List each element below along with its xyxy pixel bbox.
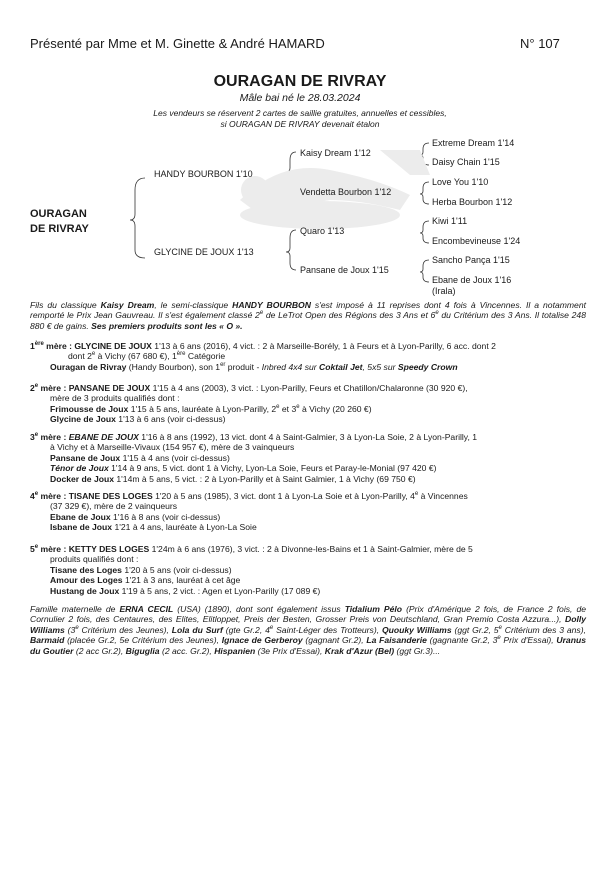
mere-5-name: KETTY DES LOGES (68, 544, 150, 554)
grandparent-3: Quaro 1'13 (300, 226, 345, 236)
mere-5-text: produits qualifiés dont : (50, 554, 139, 565)
product-name: Tisane des Loges (50, 564, 122, 575)
family-horse: Biguglia (125, 645, 160, 656)
family-horse: Dolly Williams (30, 614, 586, 635)
sire: HANDY BOURBON 1'10 (154, 169, 253, 179)
mere-2-text: 1'15 à 4 ans (2003), 3 vict. : Lyon-Parilly, Feurs et Chatillon/Chalaronne (30 920 €), (150, 383, 468, 393)
mere-1-text: à Vichy (67 680 €), 1 (95, 351, 177, 362)
product-name: Isbane de Joux (50, 522, 113, 533)
mere-5-section: 5e mère : KETTY DES LOGES 1'24m à 6 ans (1976), 3 vict. : 2 à Divonne-les-Bains et 1 à Saint-Galmier, mère de 5 produits qualifiés dont : Tisane des Loges 1'20 à 5 ans (voir ci-dessus) Amour des Loges 1'21 à 3 ans, lauréat à cet âge Hustang de Joux 1'19 à 5 ans, 2 vict. : Agen et Lyon-Parilly (17 089 €) (30, 544, 586, 596)
mere-3-text: à Vichy et à Marseille-Vivaux (154 957 €), mère de 3 vainqueurs (50, 442, 295, 453)
product-name: Ebane de Joux (50, 511, 111, 522)
family-horse: Krak d'Azur (Bel) (324, 645, 395, 656)
mere-1-name: GLYCINE DE JOUX (74, 341, 152, 351)
dam: GLYCINE DE JOUX 1'13 (154, 247, 254, 257)
great-grandparent-7: Sancho Pança 1'15 (432, 255, 510, 265)
family-horse: Lola du Surf (171, 624, 223, 635)
page-title: OURAGAN DE RIVRAY (213, 73, 387, 90)
intro-sire-of-sire: Kaisy Dream (100, 300, 155, 310)
intro-text: Fils du classique (30, 300, 101, 310)
great-grandparent-2: Daisy Chain 1'15 (432, 157, 500, 167)
intro-first-products: Ses premiers produits sont les « O ». (91, 320, 243, 331)
inbred-text: Inbred 4x4 sur (261, 361, 320, 372)
great-grandparent-1: Extreme Dream 1'14 (432, 138, 515, 148)
inbred-text: , 5x5 sur (362, 361, 398, 372)
mere-2-name: PANSANE DE JOUX (68, 383, 151, 393)
mere-3-name: EBANE DE JOUX (68, 432, 139, 442)
mere-4-text: 1'20 à 5 ans (1985), 3 vict. dont 1 à Lyon-La Soie et à Lyon-Parilly, 4 (152, 491, 415, 501)
mere-2-label: 2e mère : (30, 383, 69, 393)
horse-name-line1: OURAGAN (30, 208, 87, 220)
product-name: Pansane de Joux (50, 452, 121, 463)
family-horse: Hispanien (214, 645, 256, 656)
presenter-text: Présenté par Mme et M. Ginette & André HAMARD (30, 36, 325, 51)
inbred-horse: Speedy Crown (397, 361, 458, 372)
mere-4-section: 4e mère : TISANE DES LOGES 1'20 à 5 ans (1985), 3 vict. dont 1 à Lyon-La Soie et à Lyon-Parilly, 4e à Vincennes (37 329 €), mère de 2 vainqueurs Ebane de Joux 1'16 à 8 ans (voir ci-dessus) Isbane de Joux 1'21 à 4 ans, lauréate à Lyon-La Soie (30, 491, 586, 533)
intro-paragraph (30, 300, 586, 331)
mere-2-text: mère de 3 produits qualifiés dont : (50, 393, 180, 404)
great-grandparent-4: Herba Bourbon 1'12 (432, 197, 513, 207)
inbred-horse: Coktail Jet (319, 361, 363, 372)
mere-3-section: 3e mère : EBANE DE JOUX 1'16 à 8 ans (1992), 13 vict. dont 4 à Saint-Galmier, 3 à Lyon-La Soie, 2 à Lyon-Parilly, 1 à Vichy et à Marseille-Vivaux (154 957 €), mère de 3 vainqueurs Pansane de Joux 1'15 à 4 ans (voir ci-dessus) Ténor de Joux 1'14 à 9 ans, 5 vict. dont 1 à Vichy, Lyon-La Soie, Feurs et Paray-le-Monial (97 420 €) Docker de Joux 1'14m à 5 ans, 5 vict. : 2 à Lyon-Parilly et à Saint Galmier, 1 à Vichy (69 750 €) (30, 432, 586, 484)
mere-1-text: 1'13 à 6 ans (2016), 4 vict. : 2 à Marseille-Borély, 1 à Feurs et à Lyon-Parilly, 6 acc. dont 2 (151, 341, 496, 351)
mere-4-label: 4e mère : (30, 491, 69, 501)
mere-2-section: 2e mère : PANSANE DE JOUX 1'15 à 4 ans (2003), 3 vict. : Lyon-Parilly, Feurs et Chatillon/Chalaronne (30 920 €), mère de 3 produits qualifiés dont : Frimousse de Joux 1'15 à 5 ans, lauréate à Lyon-Parilly, 2e et 3e à Vichy (20 260 €) Glycine de Joux 1'13 à 6 ans (voir ci-dessus) (30, 383, 586, 425)
intro-text: s'est imposé à 11 reprises dont 4 fois à Vincennes. Il a notamment remporté le Prix Jean Gauvreau. Il s'est également classé 2 (30, 300, 586, 321)
great-grandparent-8: Ebane de Joux 1'16 (432, 275, 512, 285)
mere-5-text: 1'24m à 6 ans (1976), 3 vict. : 2 à Divonne-les-Bains et 1 à Saint-Galmier, mère de 5 (149, 544, 473, 554)
great-grandparent-5: Kiwi 1'11 (432, 216, 468, 226)
intro-text: du Critérium des 3 Ans. Il totalise 248 880 € de gains. (30, 310, 586, 331)
mere-1-label: 1ère mère : (30, 341, 75, 351)
product-name: Docker de Joux (50, 473, 114, 484)
mere-4-text: (37 329 €), mère de 2 vainqueurs (50, 501, 178, 512)
product-name: Frimousse de Joux (50, 403, 129, 414)
page-subtitle: Mâle bai né le 28.03.2024 (239, 92, 361, 104)
intro-text: , le semi-classique (154, 300, 233, 310)
seller-note-line1: Les vendeurs se réservent 2 cartes de saillie gratuites, annuelles et cessibles, (153, 108, 447, 118)
intro-sup: e (259, 310, 264, 317)
family-horse: Uranus du Goutier (30, 635, 586, 656)
family-horse: Ignace de Gerberoy (221, 635, 303, 646)
mere-3-text: 1'16 à 8 ans (1992), 13 vict. dont 4 à Saint-Galmier, 3 à Lyon-La Soie, 2 à Lyon-Parilly, 1 (138, 432, 478, 442)
intro-text: de LeTrot Open des Régions des 3 Ans et 6 (263, 310, 436, 321)
family-horse: Quouky Williams (381, 624, 452, 635)
product-name: Hustang de Joux (50, 585, 120, 596)
horse-name-line2: DE RIVRAY (30, 223, 89, 235)
family-horse: ERNA CECIL (119, 604, 174, 614)
intro-sup: e (435, 310, 439, 317)
product-name: Amour des Loges (50, 575, 123, 586)
product-name: Glycine de Joux (50, 414, 116, 425)
mere-1-product-text: (Handy Bourbon), son 1 (126, 361, 221, 372)
mere-5-label: 5e mère : (30, 544, 69, 554)
intro-sire: HANDY BOURBON (232, 300, 311, 310)
mere-1-product-text: produit - (225, 361, 262, 372)
mere-4-name: TISANE DES LOGES (68, 491, 153, 501)
mere-1-product-name: Ouragan de Rivray (50, 361, 127, 372)
product-name: Ténor de Joux (50, 463, 109, 474)
grandparent-1: Kaisy Dream 1'12 (300, 148, 371, 158)
seller-note-line2: si OURAGAN DE RIVRAY devenait étalon (220, 119, 380, 129)
maternal-family-paragraph: Famille maternelle de ERNA CECIL (USA) (1890), dont sont également issus Tidalium Pélo (Prix d'Amérique 2 fois, de France 2 fois, de Cornulier 2 fois, des Centaures, des Elites, Elitloppet, Preis der Besten, Grosser Preis von Deutschland, Gran Premio Costa Azzura...), Dolly Williams (3e Critérium des Jeunes), Lola du Surf (gte Gr.2, 4e Saint-Léger des Trotteurs), Quouky Williams (ggt Gr.2, 5e Critérium des 3 ans), Barmaid (placée Gr.2, 5e Critérium des Jeunes), Ignace de Gerberoy (gagnant Gr.2), La Faisanderie (gagnante Gr.2, 3e Prix d'Essai), Uranus du Goutier (2 acc Gr.2), Biguglia (2 acc. Gr.2), Hispanien (3e Prix d'Essai), Krak d'Azur (Bel) (ggt Gr.3)... (30, 604, 586, 656)
horse-name-block (30, 207, 89, 237)
great-grandparent-6: Encombevineuse 1'24 (432, 236, 521, 246)
lot-number: N° 107 (520, 36, 560, 51)
mere-1-section: 1ère mère : GLYCINE DE JOUX 1'13 à 6 ans (2016), 4 vict. : 2 à Marseille-Borély, 1 à Feurs et à Lyon-Parilly, 6 acc. dont 2 dont 2e à Vichy (67 680 €), 1ère Catégorie Ouragan de Rivray (Handy Bourbon), son 1er produit - Inbred 4x4 sur Coktail Jet, 5x5 sur Speedy Crown (30, 341, 496, 372)
grandparent-4: Pansane de Joux 1'15 (300, 265, 389, 275)
great-grandparent-8-extra: (Irala) (432, 286, 456, 296)
mere-1-text: Catégorie (185, 351, 226, 362)
family-horse: La Faisanderie (366, 635, 427, 646)
family-horse: Barmaid (30, 635, 65, 646)
great-grandparent-3: Love You 1'10 (432, 177, 489, 187)
mere-3-label: 3e mère : (30, 432, 69, 442)
grandparent-2: Vendetta Bourbon 1'12 (300, 187, 392, 197)
family-horse: Tidalium Pélo (344, 604, 403, 614)
